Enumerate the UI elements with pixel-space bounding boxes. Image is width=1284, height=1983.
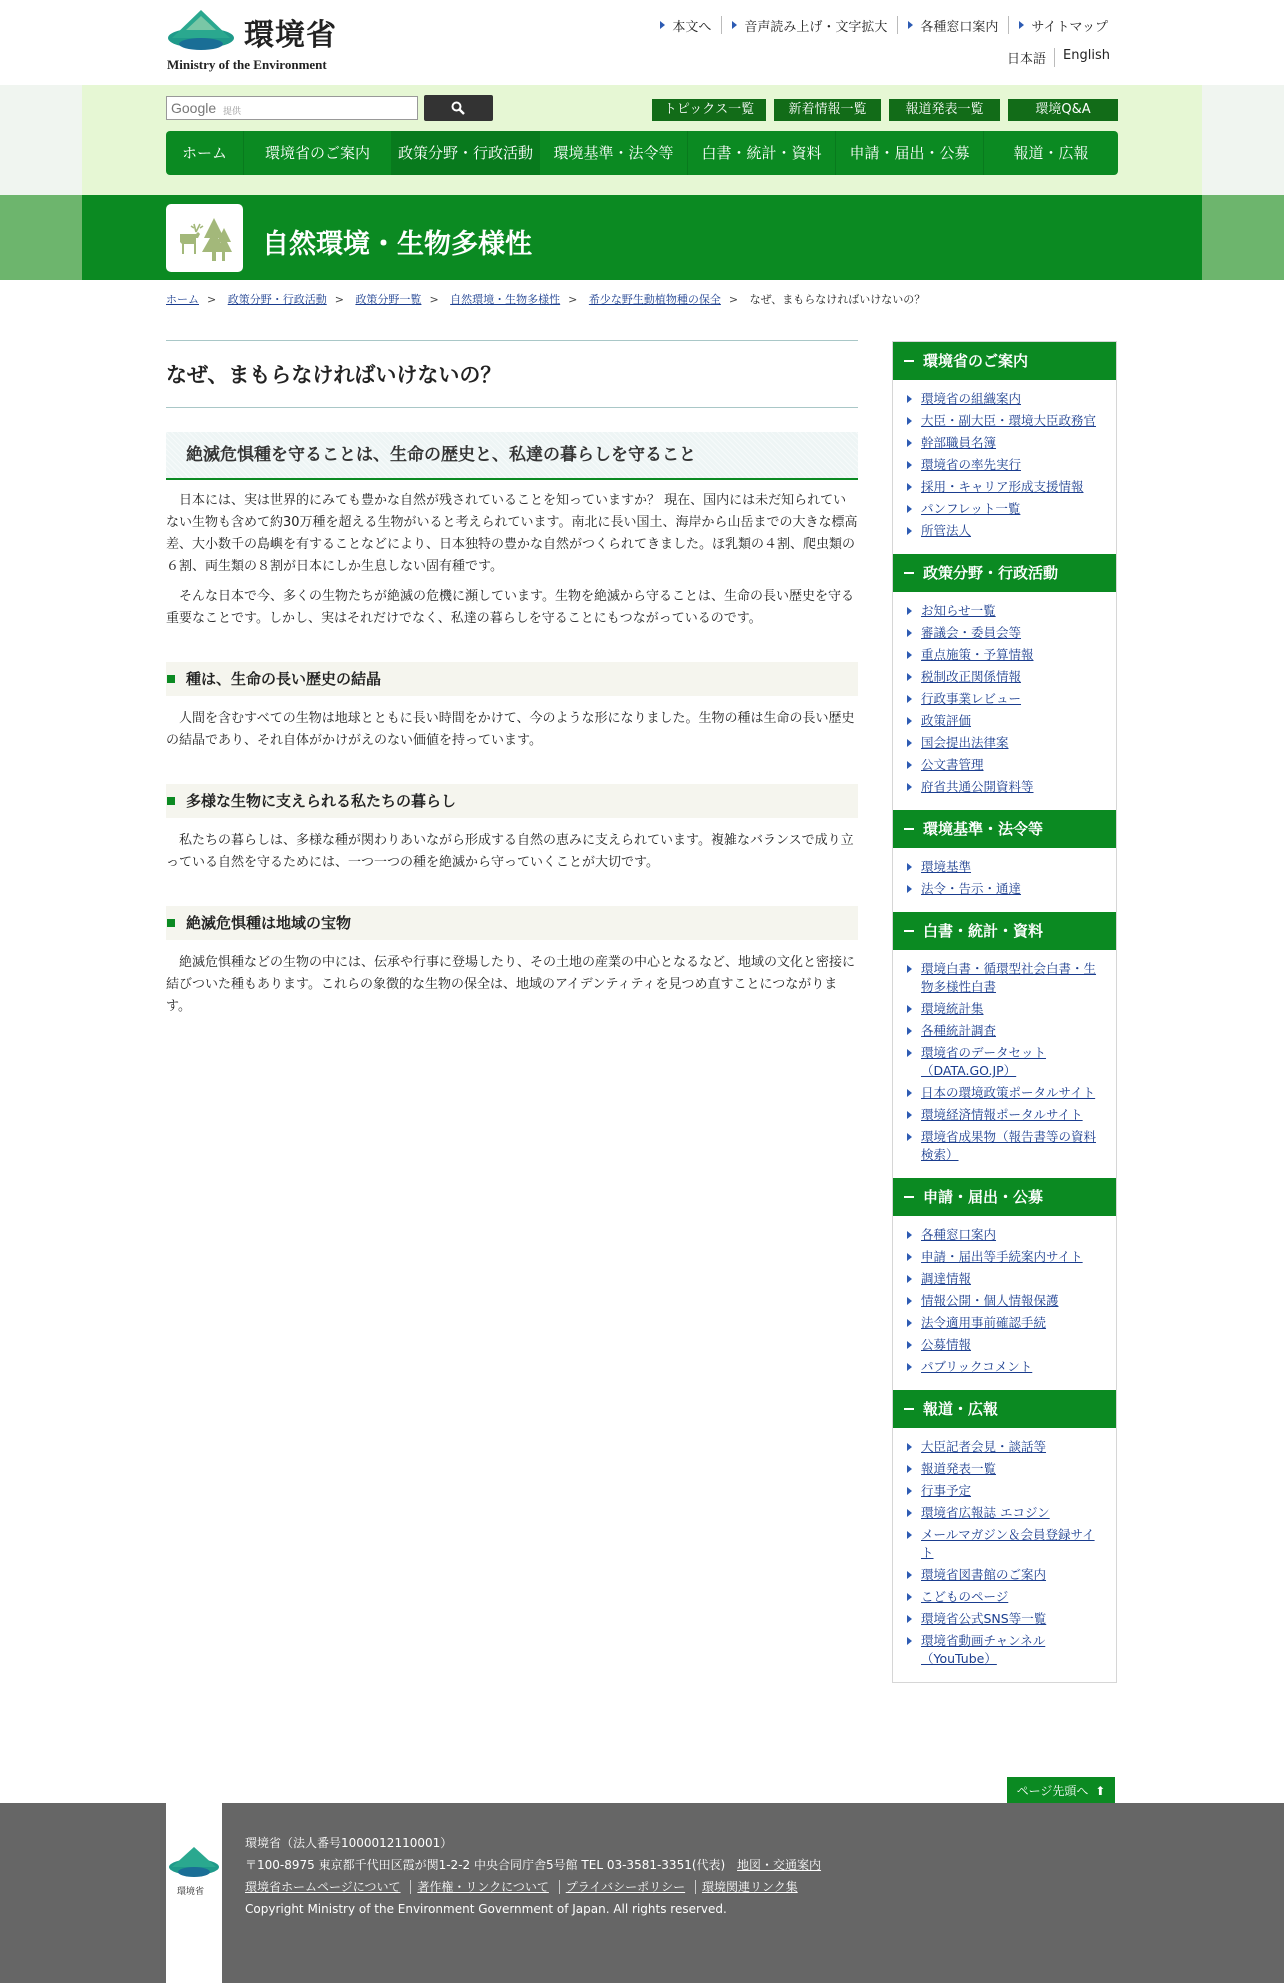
list-item [905,1482,1104,1500]
sidebar-link[interactable]: 審議会・委員会等 [921,625,1022,640]
gnav-applications[interactable]: 申請・届出・公募 [836,131,984,175]
list-item [905,1106,1104,1124]
footer-logo-text: 環境省 [177,1887,205,1897]
sidebar-link[interactable]: 環境省動画チャンネル（YouTube） [921,1633,1046,1666]
triangle-icon [732,21,737,29]
arrow-up-icon: ⬆ [1095,1784,1106,1798]
section-paragraph: 私たちの暮らしは、多様な種が関わりあいながら形成する自然の恵みに支えられています。複雑なバランスで成り立っている自然を守るためには、一つ一つの種を絶滅から守っていくことが大切です。 [166,833,854,870]
page-top-label: ページ先頭へ [1016,1784,1089,1798]
breadcrumb-policy[interactable]: 政策分野・行政活動 [227,293,327,306]
main-content [166,340,858,1018]
list-item [905,1292,1104,1310]
lead-heading: 絶滅危惧種を守ることは、生命の歴史と、私達の暮らしを守ること [166,432,858,480]
list-item [905,624,1104,642]
list-item [905,734,1104,752]
sidebar-link[interactable]: 政策評価 [921,713,972,728]
sidebar-heading: 白書・統計・資料 [893,912,1116,950]
util-link-label: 各種窓口案内 [920,19,999,35]
list-item [905,434,1104,452]
sidebar-link[interactable]: 環境白書・循環型社会白書・生物多様性白書 [921,961,1097,994]
lang-english[interactable]: English [1054,48,1118,67]
sidebar-section-applications [893,1178,1116,1390]
sidebar-link[interactable]: 各種窓口案内 [921,1227,997,1242]
global-nav [166,131,1118,175]
category-band [82,195,1202,280]
sidebar-link[interactable]: 法令適用事前確認手続 [921,1315,1047,1330]
sidebar [892,341,1117,1683]
sidebar-heading: 政策分野・行政活動 [893,554,1116,592]
list-item [905,1526,1104,1562]
language-switch [999,48,1118,67]
sidebar-section-about [893,342,1116,554]
list-item [905,1314,1104,1332]
search-icon [451,101,465,115]
logo-english: Ministry of the Environment [167,57,327,72]
breadcrumb-current: なぜ、まもらなければいけないの？ [749,293,926,306]
sidebar-section-press [893,1390,1116,1682]
sidebar-link[interactable]: 公文書管理 [921,757,984,772]
breadcrumb-nature[interactable]: 自然環境・生物多様性 [450,293,561,306]
list-item [905,690,1104,708]
sidebar-link[interactable]: 日本の環境政策ポータルサイト [921,1085,1096,1100]
sidebar-link[interactable]: 環境省公式SNS等一覧 [921,1611,1047,1626]
sidebar-link[interactable]: 府省共通公開資料等 [921,779,1034,794]
sidebar-link[interactable]: 環境省の組織案内 [921,391,1022,406]
breadcrumb-home[interactable]: ホーム [166,293,199,306]
sidebar-link[interactable]: 環境統計集 [921,1001,984,1016]
list-item [905,412,1104,430]
gnav-press[interactable]: 報道・広報 [1013,144,1089,162]
gnav-standards[interactable]: 環境基準・法令等 [540,131,688,175]
sidebar-link[interactable]: 環境省成果物（報告書等の資料検索） [921,1129,1097,1162]
footer-org: 環境省（法人番号1000012110001） [245,1836,453,1850]
list-item [905,522,1104,540]
list-item [905,1044,1104,1080]
list-item [905,390,1104,408]
footer-link-privacy[interactable]: プライバシーポリシー [565,1880,686,1894]
sidebar-link[interactable]: 環境基準 [921,859,972,874]
list-item [905,478,1104,496]
list-item [905,960,1104,996]
sidebar-link[interactable]: 各種統計調査 [921,1023,997,1038]
sidebar-link[interactable]: パブリックコメント [921,1359,1033,1374]
util-link-label: サイトマップ [1031,19,1108,35]
section-heading: 多様な生物に支えられる私たちの暮らし [166,784,858,818]
list-item [905,1358,1104,1376]
quick-link-news[interactable]: 新着情報一覧 [774,99,881,121]
deer-forest-icon [166,204,243,272]
triangle-icon [1019,21,1024,29]
list-item [905,880,1104,898]
gnav-about[interactable]: 環境省のご案内 [244,131,392,175]
page-title: なぜ、まもらなければいけないの？ [166,340,858,408]
list-item [905,1610,1104,1628]
util-link-skip[interactable] [650,16,721,34]
util-link-sitemap[interactable] [1008,16,1118,34]
sidebar-link[interactable]: 幹部職員名簿 [921,435,997,450]
list-item [905,1588,1104,1606]
section-paragraph: 絶滅危惧種などの生物の中には、伝承や行事に登場したり、その土地の産業の中心となるなど、地域の文化と密接に結びついた種もあります。これらの象徴的な生物の保全は、地域のアイデンティティを見つめ直すことにつながります。 [166,955,856,1014]
list-item [905,1128,1104,1164]
footer-logo [166,1803,222,1983]
sidebar-link[interactable]: 税制改正関係情報 [921,669,1022,684]
section-heading: 種は、生命の長い歴史の結晶 [166,662,858,696]
search-brand: Google [171,100,217,116]
list-item [905,1336,1104,1354]
sidebar-link[interactable]: 環境省の率先実行 [921,457,1022,472]
nature-category-icon [166,204,243,272]
list-item [905,756,1104,774]
triangle-icon [660,21,665,29]
sidebar-heading: 環境省のご案内 [893,342,1116,380]
breadcrumb: ホーム > 政策分野・行政活動 > 政策分野一覧 > 自然環境・生物多様性 > 希少な野生動植物種の保全 > なぜ、まもらなければいけないの？ [166,293,926,306]
list-item [905,1000,1104,1018]
search-input[interactable] [166,96,418,120]
list-item [905,500,1104,518]
utility-links [650,16,1118,34]
logo-title: 環境省 [244,18,337,53]
sidebar-heading: 申請・届出・公募 [893,1178,1116,1216]
ministry-logo[interactable] [166,8,346,72]
footer-link-related[interactable]: 環境関連リンク集 [701,1880,798,1894]
sidebar-heading: 報道・広報 [893,1390,1116,1428]
list-item [905,858,1104,876]
footer-copyright: Copyright Ministry of the Environment Government of Japan. All rights reserved. [245,1902,727,1916]
sidebar-link[interactable]: 大臣記者会見・談話等 [921,1439,1047,1454]
quick-links [652,99,1118,121]
list-item [905,646,1104,664]
list-item [905,1460,1104,1478]
footer-map-link[interactable]: 地図・交通案内 [737,1858,822,1872]
sidebar-link[interactable]: 調達情報 [921,1271,972,1286]
list-item [905,1248,1104,1266]
sidebar-link[interactable]: 採用・キャリア形成支援情報 [921,479,1084,494]
util-link-contacts[interactable] [897,16,1008,34]
sidebar-section-policy [893,554,1116,810]
sidebar-link[interactable]: 環境省広報誌 エコジン [921,1505,1050,1520]
page-top-button[interactable] [1007,1777,1115,1805]
ministry-logo-icon [166,1845,222,1885]
sidebar-link[interactable]: 環境経済情報ポータルサイト [921,1107,1083,1122]
gnav-policy[interactable]: 政策分野・行政活動 [392,131,540,175]
search-provided: 提供 [223,107,242,117]
breadcrumb-policy-list[interactable]: 政策分野一覧 [355,293,422,306]
search-button[interactable] [424,95,493,121]
sidebar-link[interactable]: 行政事業レビュー [921,691,1022,706]
sidebar-link[interactable]: 大臣・副大臣・環境大臣政務官 [921,413,1097,428]
sidebar-link[interactable]: 法令・告示・通達 [921,881,1022,896]
ministry-logo-icon [166,8,236,56]
sidebar-link[interactable]: パンフレット一覧 [921,501,1021,516]
list-item [905,1438,1104,1456]
util-link-label: 本文へ [672,19,712,35]
sidebar-link[interactable]: 行事予定 [921,1483,972,1498]
sidebar-link[interactable]: 環境省のデータセット（DATA.GO.JP） [921,1045,1047,1078]
triangle-icon [908,21,913,29]
gnav-home[interactable]: ホーム [166,131,244,175]
footer-links [245,1876,821,1898]
quick-link-qa[interactable]: 環境Q&A [1008,99,1118,121]
list-item [905,1022,1104,1040]
sidebar-section-standards [893,810,1116,912]
list-item [905,1084,1104,1102]
sidebar-heading: 環境基準・法令等 [893,810,1116,848]
breadcrumb-rare-species[interactable]: 希少な野生動植物種の保全 [588,293,721,306]
sidebar-link[interactable]: 公募情報 [921,1337,972,1352]
quick-link-press[interactable]: 報道発表一覧 [889,99,1000,121]
lead-paragraph: そんな日本で今、多くの生物たちが絶滅の危機に瀕しています。生物を絶滅から守ることは、生命の長い歴史を守る重要なことです。しかし、実はそれだけでなく、私達の暮らしを守ることにもつながっているのです。 [166,589,854,626]
sidebar-link[interactable]: 所管法人 [921,523,972,538]
sidebar-link[interactable]: 情報公開・個人情報保護 [921,1293,1059,1308]
section-paragraph: 人間を含むすべての生物は地球とともに長い時間をかけて、今のような形になりました。生物の種は生命の長い歴史の結晶であり、それ自体がかけがえのない価値を持っています。 [166,711,855,748]
gnav-whitepaper[interactable]: 白書・統計・資料 [688,131,836,175]
list-item [905,668,1104,686]
sidebar-link[interactable]: お知らせ一覧 [921,603,996,618]
sidebar-section-whitepaper [893,912,1116,1178]
sidebar-link[interactable]: 国会提出法律案 [921,735,1009,750]
footer-link-copyright[interactable]: 著作権・リンクについて [417,1880,549,1894]
sidebar-link[interactable]: こどものページ [921,1589,1009,1604]
util-link-label: 音声読み上げ・文字拡大 [744,19,888,35]
lang-japanese[interactable]: 日本語 [1007,52,1047,67]
sidebar-link[interactable]: メールマガジン＆会員登録サイト [921,1527,1095,1560]
list-item [905,712,1104,730]
sidebar-link[interactable]: 環境省図書館のご案内 [921,1567,1047,1582]
lead-paragraph: 日本には、実は世界的にみても豊かな自然が残されていることを知っていますか？ 現在、国内には未だ知られていない生物も含めて約30万種を超える生物がいると考えられています。南北に長い国土、海岸から山岳までの大きな標高差、大小数千の島嶼を有することなどにより、日本独特の豊かな自然がつくられてきました。ほ乳類の４割、爬虫類の６割、両生類の８割が日本にしか生息しない固有種です。 [166,493,858,574]
util-link-accessibility[interactable] [721,16,897,34]
list-item [905,1566,1104,1584]
list-item [905,1270,1104,1288]
list-item [905,1632,1104,1668]
footer-address: 〒100-8975 東京都千代田区霞が関1-2-2 中央合同庁舎5号館 TEL 03-3581-3351(代表) [245,1858,726,1872]
section-heading: 絶滅危惧種は地域の宝物 [166,906,858,940]
footer-link-about[interactable]: 環境省ホームページについて [245,1880,401,1894]
list-item [905,456,1104,474]
footer-info [245,1832,821,1920]
list-item [905,778,1104,796]
sidebar-link[interactable]: 申請・届出等手続案内サイト [921,1249,1083,1264]
list-item [905,602,1104,620]
list-item [905,1226,1104,1244]
footer-address-line [245,1854,821,1876]
quick-link-topics[interactable]: トピックス一覧 [652,99,766,121]
sidebar-link[interactable]: 報道発表一覧 [921,1461,997,1476]
sidebar-link[interactable]: 重点施策・予算情報 [921,647,1034,662]
list-item [905,1504,1104,1522]
category-title: 自然環境・生物多様性 [262,229,532,260]
